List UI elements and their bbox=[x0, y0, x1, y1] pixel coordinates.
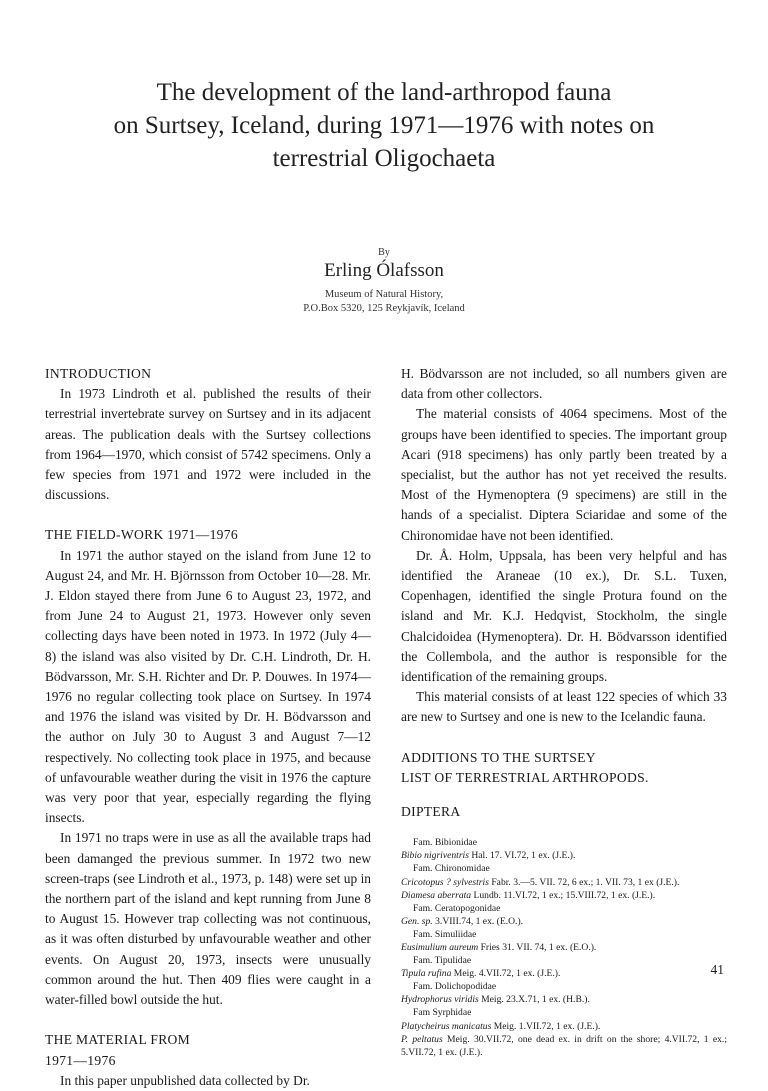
diptera-heading: DIPTERA bbox=[401, 804, 461, 820]
material-paragraph-1: In this paper unpublished data collected by Dr. bbox=[60, 1072, 310, 1088]
species-name: Bibio nigriventris bbox=[401, 850, 469, 862]
title-line-2: on Surtsey, Iceland, during 1971—1976 with notes on bbox=[113, 112, 655, 139]
affiliation-line-1: Museum of Natural History, bbox=[324, 289, 444, 300]
material-heading bbox=[45, 1030, 371, 1070]
family-heading: Fam. Chironomidae bbox=[413, 863, 490, 875]
title-line-1: The development of the land-arthropod fauna bbox=[156, 79, 612, 106]
left-column bbox=[45, 364, 371, 1091]
species-record bbox=[401, 993, 727, 1006]
material-paragraph-3: Dr. Å. Holm, Uppsala, has been very helpful and has identified the Araneae (10 ex.), Dr. S.L. Tuxen, Copenhagen, identified the single Protura found on the island and Mr. K.J. Hedqvist, Stockholm, the single Chalcidoidea (Hymenoptera). Dr. H. Bödvarsson identified the Collembola, and the author is responsible for the identification of the remaining groups. bbox=[401, 547, 727, 685]
species-record bbox=[401, 941, 727, 954]
page-number: 41 bbox=[710, 962, 724, 977]
species-records-list bbox=[401, 836, 727, 1059]
species-record bbox=[401, 967, 727, 980]
species-name: Gen. sp. bbox=[401, 915, 433, 927]
additions-heading-line-1: ADDITIONS TO THE SURTSEY bbox=[401, 749, 596, 765]
material-paragraph-4: This material consists of at least 122 species of which 33 are new to Surtsey and one is new to the Icelandic fauna. bbox=[401, 689, 727, 725]
species-record bbox=[401, 1033, 727, 1059]
material-heading-line-2: 1971—1976 bbox=[45, 1052, 116, 1068]
species-record-details: Meig. 1.VII.72, 1 ex. (J.E.). bbox=[491, 1020, 601, 1032]
material-heading-line-1: THE MATERIAL FROM bbox=[45, 1032, 191, 1048]
additions-heading bbox=[401, 748, 727, 788]
fieldwork-paragraph-2: In 1971 no traps were in use as all the available traps had been damanged the previous summer. In 1972 two new screen-traps (see Lindroth et al., 1973, p. 148) were set up in the northern part of the island and kept running from June 8 to August 15. However trap collecting was not continuous, as it was often disturbed by unfavourable weather and other events. On August 20, 1973, insects were unusually common around the hut. Then 409 flies were caught in a water-filled bowl outside the hut. bbox=[45, 830, 371, 1008]
species-record-details: 3.VIII.74, 1 ex. (E.O.). bbox=[432, 915, 524, 927]
family-heading: Fam. Ceratopogonidae bbox=[413, 902, 501, 914]
species-name: P. peltatus bbox=[401, 1033, 443, 1045]
species-record bbox=[401, 849, 727, 862]
species-name: Hydrophorus viridis bbox=[401, 994, 479, 1006]
species-record bbox=[401, 876, 727, 889]
species-record-details: Meig. 4.VII.72, 1 ex. (J.E.). bbox=[451, 968, 561, 980]
species-name: Platycheirus manicatus bbox=[401, 1020, 492, 1032]
title-line-3: terrestrial Oligochaeta bbox=[272, 145, 496, 172]
family-heading: Fam. Tipulidae bbox=[413, 955, 472, 967]
species-name: Diamesa aberrata bbox=[401, 889, 472, 901]
species-record bbox=[401, 915, 727, 928]
species-record-details: Meig. 30.VII.72, one dead ex. in drift on the shore; 4.VII.72, 1 ex.; 5.VII.72, 1 ex. (J.E.). bbox=[401, 1033, 727, 1058]
species-record bbox=[401, 889, 727, 902]
fieldwork-paragraph-1: In 1971 the author stayed on the island from June 12 to August 24, and Mr. H. Björnsson from October 10—28. Mr. J. Eldon stayed there from June 6 to August 23, 1972, and from June 24 to August 21, 1973. However only seven collecting days have been noted in 1973. In 1972 (July 4—8) the island was also visited by Dr. C.H. Lindroth, Dr. H. Bödvarsson, Mr. S.H. Richter and Dr. P. Douwes. In 1974—1976 no regular collecting took place on Surtsey. In 1974 and 1976 the island was visited by Dr. H. Bödvarsson and the author on July 30 to August 3 and August 7—12 respectively. No collecting took place in 1975, and because of unfavourable weather during the visit in 1976 the capture was very poor that year, especially regarding the flying insects. bbox=[45, 547, 371, 826]
species-record-details: Fries 31. VII. 74, 1 ex. (E.O.). bbox=[478, 942, 597, 954]
species-record-details: Lundb. 11.VI.72, 1 ex.; 15.VIII.72, 1 ex. (J.E.). bbox=[471, 889, 656, 901]
species-record-details: Fabr. 3.—5. VII. 72, 6 ex.; 1. VII. 73, 1 ex (J.E.). bbox=[488, 876, 680, 888]
species-record-details: Meig. 23.X.71, 1 ex. (H.B.). bbox=[478, 994, 590, 1006]
family-heading: Fam. Dolichopodidae bbox=[413, 981, 497, 993]
introduction-heading: INTRODUCTION bbox=[45, 366, 152, 381]
family-heading: Fam. Simuliidae bbox=[413, 928, 477, 940]
material-paragraph-2: The material consists of 4064 specimens. Most of the groups have been identified to species. The important group Acari (918 specimens) has only partly been treated by a specialist, but the author has not yet received the results. Most of the Hymenoptera (9 specimens) are still in the hands of a specialist. Diptera Sciaridae and some of the Chironomidae have not been identified. bbox=[401, 406, 727, 543]
fieldwork-heading: THE FIELD-WORK 1971—1976 bbox=[45, 527, 238, 543]
right-column bbox=[401, 364, 727, 1059]
material-paragraph-1-continued: H. Bödvarsson are not included, so all numbers given are data from other collectors. bbox=[401, 366, 727, 402]
species-name: Cricotopus ? sylvestris bbox=[401, 876, 489, 888]
family-heading: Fam. Bibionidae bbox=[413, 837, 477, 849]
author-affiliation bbox=[0, 288, 768, 316]
species-record-details: Hal. 17. VI.72, 1 ex. (J.E.). bbox=[468, 850, 576, 862]
introduction-paragraph: In 1973 Lindroth et al. published the results of their terrestrial invertebrate survey on Surtsey and in its adjacent areas. The publication deals with the Surtsey collections from 1964—1970, which consist of 5742 specimens. Only a few species from 1971 and 1972 were included in the discussions. bbox=[45, 386, 371, 503]
author-name: Erling Ólafsson bbox=[324, 260, 444, 281]
species-name: Eusimulium aureum bbox=[401, 942, 479, 954]
paper-title bbox=[0, 76, 768, 175]
species-name: Tipula rufina bbox=[401, 968, 452, 980]
affiliation-line-2: P.O.Box 5320, 125 Reykjavík, Iceland bbox=[303, 303, 465, 314]
family-heading: Fam Syrphidae bbox=[413, 1007, 472, 1019]
additions-heading-line-2: LIST OF TERRESTRIAL ARTHROPODS. bbox=[401, 769, 649, 785]
species-record bbox=[401, 1020, 727, 1033]
byline: By bbox=[378, 247, 390, 258]
